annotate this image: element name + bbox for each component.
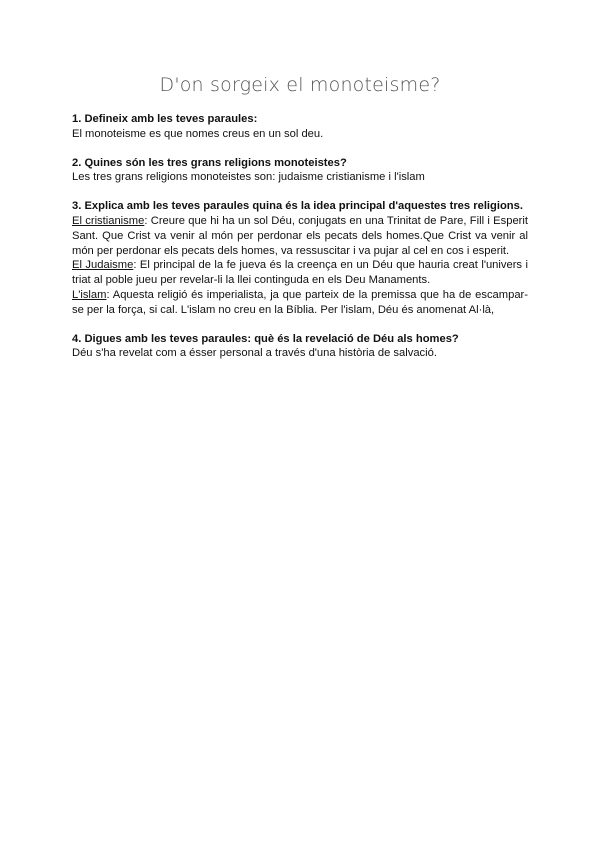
religion-paragraph-islam bbox=[72, 288, 528, 318]
question-2-heading: 2. Quines són les tres grans religions monoteistes? bbox=[72, 156, 347, 169]
religion-label: El cristianisme bbox=[72, 214, 145, 227]
question-4-answer: Déu s'ha revelat com a ésser personal a través d'una història de salvació. bbox=[72, 347, 437, 360]
question-3 bbox=[72, 199, 528, 317]
document-title: D'on sorgeix el monoteisme? bbox=[159, 74, 441, 96]
religion-paragraph-judaism bbox=[72, 258, 528, 288]
label-separator: : bbox=[106, 288, 113, 301]
question-1-answer: El monoteisme es que nomes creus en un sol deu. bbox=[72, 127, 324, 140]
label-separator: : bbox=[144, 214, 151, 227]
question-1 bbox=[72, 112, 528, 142]
document-content bbox=[72, 112, 528, 361]
religion-description: Aquesta religió és imperialista, ja que parteix de la premissa que ha de escampar-se per la força, si cal. L'islam no creu en la Bíblia. Per l'islam, Déu és anomenat Al·là, bbox=[72, 288, 528, 316]
religion-label: El Judaisme bbox=[72, 259, 134, 272]
question-2-answer: Les tres grans religions monoteistes son: judaisme cristianisme i l'islam bbox=[72, 171, 425, 184]
religion-label: L'islam bbox=[72, 288, 107, 301]
religion-description: El principal de la fe jueva és la creença en un Déu que hauria creat l'univers i triat al poble jueu per revelar-li la llei continguda en els Deu Manaments. bbox=[72, 259, 528, 287]
question-3-heading: 3. Explica amb les teves paraules quina és la idea principal d'aquestes tres religions. bbox=[72, 200, 523, 213]
question-1-heading: 1. Defineix amb les teves paraules: bbox=[72, 113, 258, 125]
religion-description: Creure que hi ha un sol Déu, conjugats en una Trinitat de Pare, Fill i Esperit Sant. Que Crist va venir al món per perdonar els pecats dels homes.Que Crist va venir al món per perdonar els pecats dels homes, va ressuscitar i va pujar al cel en cos i esperit. bbox=[72, 214, 528, 257]
label-separator: : bbox=[133, 259, 140, 272]
question-4-heading: 4. Digues amb les teves paraules: què és la revelació de Déu als homes? bbox=[72, 332, 459, 345]
religion-paragraph-christianity bbox=[72, 214, 528, 258]
question-2 bbox=[72, 156, 528, 186]
question-4 bbox=[72, 332, 528, 362]
